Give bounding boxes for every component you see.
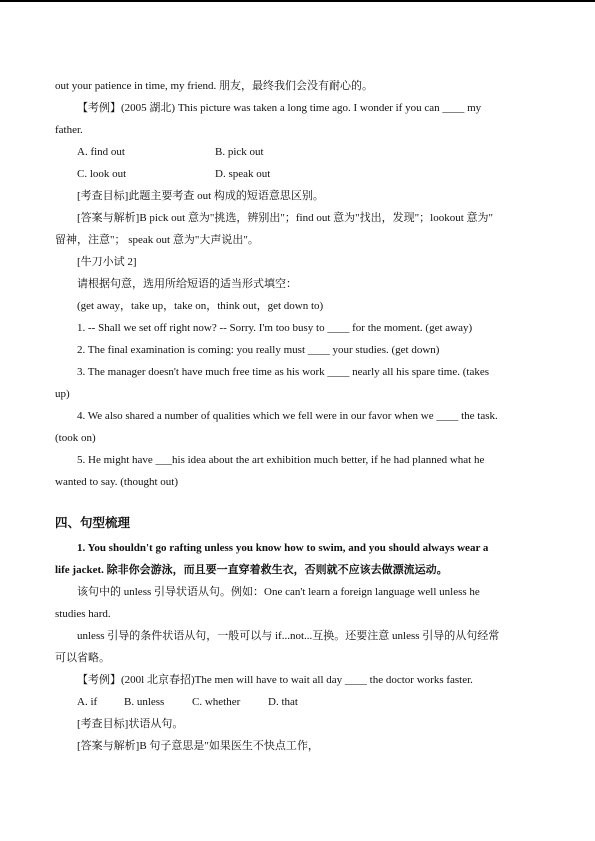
answer-analysis-line: [答案与解析]B 句子意思是"如果医生不快点工作， xyxy=(77,740,319,752)
option-d: D. that xyxy=(268,696,298,708)
option-a: A. find out xyxy=(77,146,125,158)
option-a: A. if xyxy=(77,696,98,708)
text-line: out your patience in time, my friend. 朋友，最终我们会没有耐心的。 xyxy=(55,80,374,92)
explanation-line: unless 引导的条件状语从句，一般可以与 if...not...互换。还要注意 unless 引导的从句经常 xyxy=(77,630,500,642)
exercise-item-1: 1. -- Shall we set off right now? -- Sorry. I'm too busy to ____ for the moment. (get away) xyxy=(77,322,473,334)
text-line: studies hard. xyxy=(55,608,111,620)
section-heading: 四、句型梳理 xyxy=(55,515,131,530)
exercise-item-3: 3. The manager doesn't have much free time as his work ____ nearly all his spare time. (takes xyxy=(77,366,490,378)
exercise-item-5: 5. He might have ___his idea about the art exhibition much better, if he had planned what he xyxy=(77,454,485,466)
text-line: father. xyxy=(55,124,83,136)
exercise-item-4: 4. We also shared a number of qualities which we fell were in our favor when we ____ the task. xyxy=(77,410,498,422)
explanation-line: 该句中的 unless 引导状语从句。例如：One can't learn a foreign language well unless he xyxy=(77,586,480,598)
key-sentence-line: life jacket. 除非你会游泳，而且要一直穿着救生衣，否则就不应该去做漂流运动。 xyxy=(55,564,448,576)
exercise-item-2: 2. The final examination is coming: you really must ____ your studies. (get down) xyxy=(77,344,440,356)
option-d: D. speak out xyxy=(215,168,271,180)
option-b: B. unless xyxy=(124,696,165,708)
exam-example-line: 【考例】(2005 湖北) This picture was taken a long time ago. I wonder if you can ____ my xyxy=(77,102,482,114)
text-line: wanted to say. (thought out) xyxy=(55,476,179,488)
option-c: C. whether xyxy=(192,696,241,708)
text-line: up) xyxy=(55,388,70,400)
exam-target-line: [考查目标]此题主要考查 out 构成的短语意思区别。 xyxy=(77,190,324,202)
practice-title: [牛刀小试 2] xyxy=(77,256,137,268)
text-line: 留神，注意"； speak out 意为"大声说出"。 xyxy=(55,234,259,246)
text-line: (took on) xyxy=(55,432,96,444)
text-line: 可以省略。 xyxy=(55,652,110,664)
page-top-rule xyxy=(0,0,595,2)
option-c: C. look out xyxy=(77,168,127,180)
phrase-list: (get away，take up，take on，think out，get down to) xyxy=(77,300,324,312)
key-sentence-line: 1. You shouldn't go rafting unless you know how to swim, and you should always wear a xyxy=(77,542,489,554)
answer-analysis-line: [答案与解析]B pick out 意为"挑选，辨别出"；find out 意为"找出，发现"；lookout 意为" xyxy=(77,212,493,224)
option-b: B. pick out xyxy=(215,146,264,158)
exam-example-line: 【考例】(200l 北京春招)The men will have to wait all day ____ the doctor works faster. xyxy=(77,674,473,686)
instruction-line: 请根据句意，选用所给短语的适当形式填空： xyxy=(77,278,297,290)
exam-target-line: [考查目标]状语从句。 xyxy=(77,718,184,730)
